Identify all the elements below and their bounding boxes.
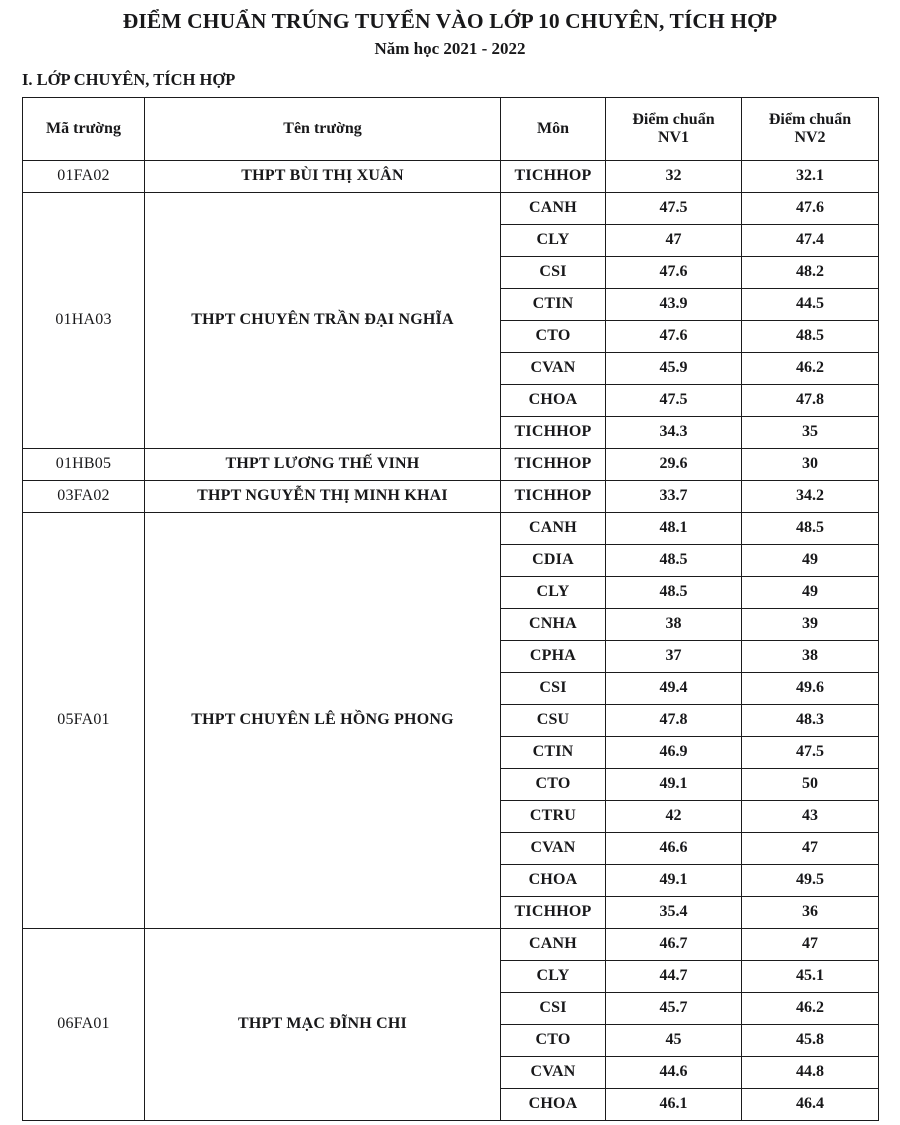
subject-cell: CTRU xyxy=(501,800,606,832)
score-nv1-cell: 37 xyxy=(606,640,742,672)
column-header-nv2-line2: NV2 xyxy=(794,128,826,146)
score-nv1-cell: 49.1 xyxy=(606,768,742,800)
score-nv2-cell: 46.4 xyxy=(742,1088,879,1120)
school-name-cell: THPT CHUYÊN TRẦN ĐẠI NGHĨA xyxy=(145,192,501,448)
score-nv2-cell: 35 xyxy=(742,416,879,448)
school-name-cell: THPT BÙI THỊ XUÂN xyxy=(145,160,501,192)
column-header-nv1-line2: NV1 xyxy=(657,128,690,146)
score-nv1-cell: 33.7 xyxy=(606,480,742,512)
score-nv2-cell: 45.1 xyxy=(742,960,879,992)
scores-table-wrapper xyxy=(22,97,878,1121)
table-row xyxy=(23,512,879,544)
score-nv1-cell: 47.6 xyxy=(606,256,742,288)
score-nv2-cell: 47.8 xyxy=(742,384,879,416)
score-nv1-cell: 46.7 xyxy=(606,928,742,960)
school-name-cell: THPT CHUYÊN LÊ HỒNG PHONG xyxy=(145,512,501,928)
subject-cell: CANH xyxy=(501,512,606,544)
column-header-subject: Môn xyxy=(501,97,606,160)
subject-cell: CHOA xyxy=(501,1088,606,1120)
score-nv1-cell: 49.1 xyxy=(606,864,742,896)
school-code-cell: 01FA02 xyxy=(23,160,145,192)
score-nv1-cell: 48.5 xyxy=(606,576,742,608)
score-nv2-cell: 49.6 xyxy=(742,672,879,704)
score-nv2-cell: 50 xyxy=(742,768,879,800)
score-nv1-cell: 47.5 xyxy=(606,192,742,224)
subject-cell: TICHHOP xyxy=(501,448,606,480)
score-nv2-cell: 45.8 xyxy=(742,1024,879,1056)
score-nv2-cell: 48.5 xyxy=(742,320,879,352)
score-nv1-cell: 42 xyxy=(606,800,742,832)
score-nv2-cell: 30 xyxy=(742,448,879,480)
subject-cell: CTIN xyxy=(501,288,606,320)
subject-cell: CVAN xyxy=(501,1056,606,1088)
column-header-nv2-line1: Điểm chuẩn xyxy=(768,111,852,128)
score-nv2-cell: 38 xyxy=(742,640,879,672)
subject-cell: CLY xyxy=(501,960,606,992)
subject-cell: CSI xyxy=(501,672,606,704)
subject-cell: TICHHOP xyxy=(501,896,606,928)
table-header xyxy=(23,97,879,160)
score-nv1-cell: 47.6 xyxy=(606,320,742,352)
subject-cell: TICHHOP xyxy=(501,160,606,192)
subject-cell: CNHA xyxy=(501,608,606,640)
score-nv2-cell: 32.1 xyxy=(742,160,879,192)
school-code-cell: 01HB05 xyxy=(23,448,145,480)
subject-cell: CANH xyxy=(501,192,606,224)
score-nv2-cell: 47 xyxy=(742,928,879,960)
scores-table xyxy=(22,97,879,1121)
score-nv1-cell: 46.6 xyxy=(606,832,742,864)
subject-cell: CVAN xyxy=(501,352,606,384)
score-nv1-cell: 47.8 xyxy=(606,704,742,736)
table-row xyxy=(23,160,879,192)
score-nv2-cell: 48.3 xyxy=(742,704,879,736)
score-nv2-cell: 46.2 xyxy=(742,352,879,384)
subject-cell: CTO xyxy=(501,320,606,352)
score-nv2-cell: 39 xyxy=(742,608,879,640)
score-nv1-cell: 29.6 xyxy=(606,448,742,480)
school-name-cell: THPT LƯƠNG THẾ VINH xyxy=(145,448,501,480)
score-nv1-cell: 48.5 xyxy=(606,544,742,576)
subject-cell: TICHHOP xyxy=(501,416,606,448)
subject-cell: CSI xyxy=(501,256,606,288)
score-nv1-cell: 44.6 xyxy=(606,1056,742,1088)
score-nv2-cell: 34.2 xyxy=(742,480,879,512)
subject-cell: CTO xyxy=(501,768,606,800)
subject-cell: CLY xyxy=(501,576,606,608)
score-nv1-cell: 48.1 xyxy=(606,512,742,544)
score-nv2-cell: 44.8 xyxy=(742,1056,879,1088)
score-nv1-cell: 38 xyxy=(606,608,742,640)
score-nv2-cell: 46.2 xyxy=(742,992,879,1024)
table-row xyxy=(23,480,879,512)
score-nv1-cell: 45.7 xyxy=(606,992,742,1024)
column-header-nv1-line1: Điểm chuẩn xyxy=(632,111,715,128)
table-row xyxy=(23,192,879,224)
column-header-code: Mã trường xyxy=(23,97,145,160)
subject-cell: CVAN xyxy=(501,832,606,864)
score-nv1-cell: 47 xyxy=(606,224,742,256)
score-nv2-cell: 36 xyxy=(742,896,879,928)
column-header-nv1 xyxy=(606,97,742,160)
score-nv1-cell: 35.4 xyxy=(606,896,742,928)
column-header-nv2 xyxy=(742,97,879,160)
school-code-cell: 06FA01 xyxy=(23,928,145,1120)
school-code-cell: 01HA03 xyxy=(23,192,145,448)
score-nv1-cell: 45 xyxy=(606,1024,742,1056)
subject-cell: CTIN xyxy=(501,736,606,768)
page-title: ĐIỂM CHUẨN TRÚNG TUYỂN VÀO LỚP 10 CHUYÊN, TÍCH HỢP xyxy=(122,9,778,33)
score-nv2-cell: 47 xyxy=(742,832,879,864)
table-row xyxy=(23,448,879,480)
score-nv2-cell: 49 xyxy=(742,576,879,608)
score-nv1-cell: 34.3 xyxy=(606,416,742,448)
score-nv2-cell: 43 xyxy=(742,800,879,832)
section-heading: I. LỚP CHUYÊN, TÍCH HỢP xyxy=(22,69,236,89)
school-name-cell: THPT MẠC ĐĨNH CHI xyxy=(145,928,501,1120)
subject-cell: CANH xyxy=(501,928,606,960)
score-nv2-cell: 49.5 xyxy=(742,864,879,896)
school-code-cell: 05FA01 xyxy=(23,512,145,928)
score-nv2-cell: 48.5 xyxy=(742,512,879,544)
score-nv1-cell: 46.1 xyxy=(606,1088,742,1120)
subject-cell: CSI xyxy=(501,992,606,1024)
subject-cell: CDIA xyxy=(501,544,606,576)
subject-cell: CPHA xyxy=(501,640,606,672)
page-subtitle: Năm học 2021 - 2022 xyxy=(374,39,526,59)
score-nv2-cell: 49 xyxy=(742,544,879,576)
subject-cell: TICHHOP xyxy=(501,480,606,512)
subject-cell: CHOA xyxy=(501,864,606,896)
score-nv2-cell: 48.2 xyxy=(742,256,879,288)
subject-cell: CSU xyxy=(501,704,606,736)
score-nv2-cell: 44.5 xyxy=(742,288,879,320)
score-nv1-cell: 45.9 xyxy=(606,352,742,384)
school-code-cell: 03FA02 xyxy=(23,480,145,512)
table-row xyxy=(23,928,879,960)
table-header-row xyxy=(23,97,879,160)
school-name-cell: THPT NGUYỄN THỊ MINH KHAI xyxy=(145,480,501,512)
column-header-name: Tên trường xyxy=(145,97,501,160)
score-nv2-cell: 47.4 xyxy=(742,224,879,256)
score-nv1-cell: 47.5 xyxy=(606,384,742,416)
score-nv2-cell: 47.5 xyxy=(742,736,879,768)
subject-cell: CHOA xyxy=(501,384,606,416)
title-block xyxy=(0,0,900,59)
score-nv2-cell: 47.6 xyxy=(742,192,879,224)
score-nv1-cell: 46.9 xyxy=(606,736,742,768)
subject-cell: CLY xyxy=(501,224,606,256)
score-nv1-cell: 43.9 xyxy=(606,288,742,320)
score-nv1-cell: 44.7 xyxy=(606,960,742,992)
table-body xyxy=(23,160,879,1120)
subject-cell: CTO xyxy=(501,1024,606,1056)
score-nv1-cell: 32 xyxy=(606,160,742,192)
score-nv1-cell: 49.4 xyxy=(606,672,742,704)
